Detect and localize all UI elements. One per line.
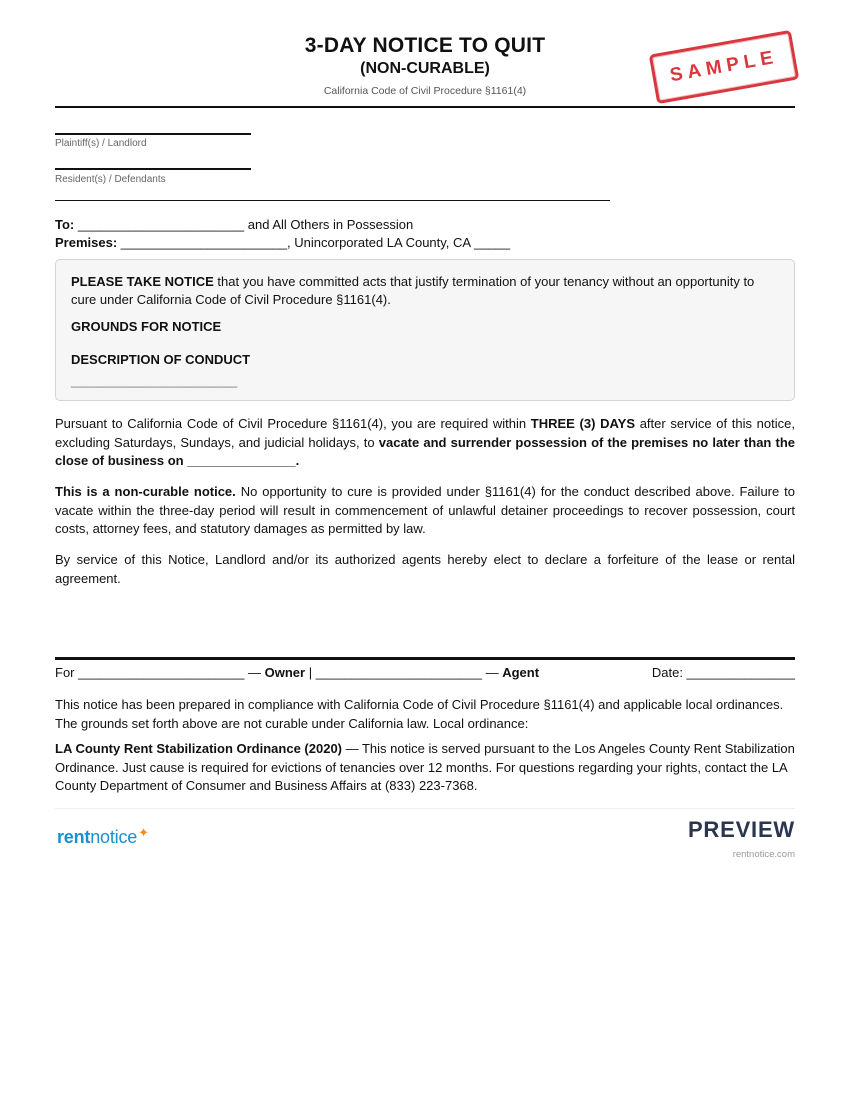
divider-line [55,200,610,201]
vacate-paragraph [55,415,795,471]
conduct-heading: DESCRIPTION OF CONDUCT [71,352,251,367]
premises-line [55,235,510,250]
signature-date: Date: _______________ [651,665,795,680]
conduct-blank: _______________________ [71,373,238,388]
ordinance-title: LA County Rent Stabilization Ordinance (2020) [55,741,342,756]
sparkle-icon: ✦ [138,825,149,840]
to-label: To: [55,217,75,232]
notice-lead-paragraph [71,273,776,309]
vacate-text-1: Pursuant to California Code of Civil Procedure §1161(4), you are required within [55,416,531,431]
plaintiff-signature-line [55,133,251,135]
vacate-deadline: vacate and surrender possession of the premises no later than the close of business on _______________. [55,434,795,468]
resident-label: Resident(s) / Defendants [55,174,166,185]
logo-rent: rent [57,827,91,847]
signature-for: For _______________________ — [55,665,265,680]
site-url: rentnotice.com [732,849,795,860]
code-reference: California Code of Civil Procedure §1161(4) [323,85,527,97]
preview-label: PREVIEW [687,817,795,842]
rentnotice-logo [57,827,148,848]
sample-stamp: SAMPLE [649,30,799,104]
signature-agent: Agent [502,665,540,680]
ordinance-paragraph [55,740,795,796]
vacate-days: THREE (3) DAYS [530,416,636,431]
footer-separator [55,808,795,809]
logo-notice: notice [90,827,138,847]
to-line [55,217,413,232]
notice-lead-text: that you have committed acts that justify termination of your tenancy without an opportunity to cure under California Code of Civil Procedure §1161(4). [71,274,755,307]
resident-signature-line [55,168,251,170]
non-curable-text: No opportunity to cure is provided under §1161(4) for the conduct described above. Failure to vacate within the three-day period will result in commencement of unlawful detainer proceedings to recover possession, court costs, attorney fees, and statutory damages as permitted by law. [55,484,795,536]
signature-rule [55,657,795,660]
grounds-heading: GROUNDS FOR NOTICE [71,319,222,334]
document-header [55,0,795,108]
signature-mid: | _______________________ — [305,665,503,680]
notice-box [55,259,795,401]
premises-value: _______________________, Unincorporated LA County, CA _____ [117,235,511,250]
signature-owner: Owner [264,665,306,680]
page-subtitle: (NON-CURABLE) [360,60,490,77]
page-title: 3-DAY NOTICE TO QUIT [304,34,546,57]
non-curable-bold: This is a non-curable notice. [55,484,236,499]
premises-label: Premises: [55,235,118,250]
signature-row [55,665,795,680]
to-value: _______________________ and All Others in Possession [74,217,414,232]
notice-lead-bold: PLEASE TAKE NOTICE [71,274,214,289]
forfeiture-paragraph: By service of this Notice, Landlord and/or its authorized agents hereby elect to declare a forfeiture of the lease or rental agreement. [55,552,795,586]
plaintiff-label: Plaintiff(s) / Landlord [55,138,147,149]
non-curable-paragraph [55,483,795,539]
document-page [55,0,795,860]
vacate-text-2: after service of this notice, excluding Saturdays, Sundays, and judicial holidays, to [55,416,795,450]
ordinance-text: — This notice is served pursuant to the Los Angeles County Rent Stabilization Ordinance. Just cause is required for evictions of tenancies over 12 months. For questions regarding your rights, contact the LA County Department of Consumer and Business Affairs at (833) 223-7368. [55,741,795,793]
compliance-paragraph: This notice has been prepared in compliance with California Code of Civil Procedure §1161(4) and applicable local ordinances. The grounds set forth above are not curable under California law. Local ordinance: [55,697,784,731]
